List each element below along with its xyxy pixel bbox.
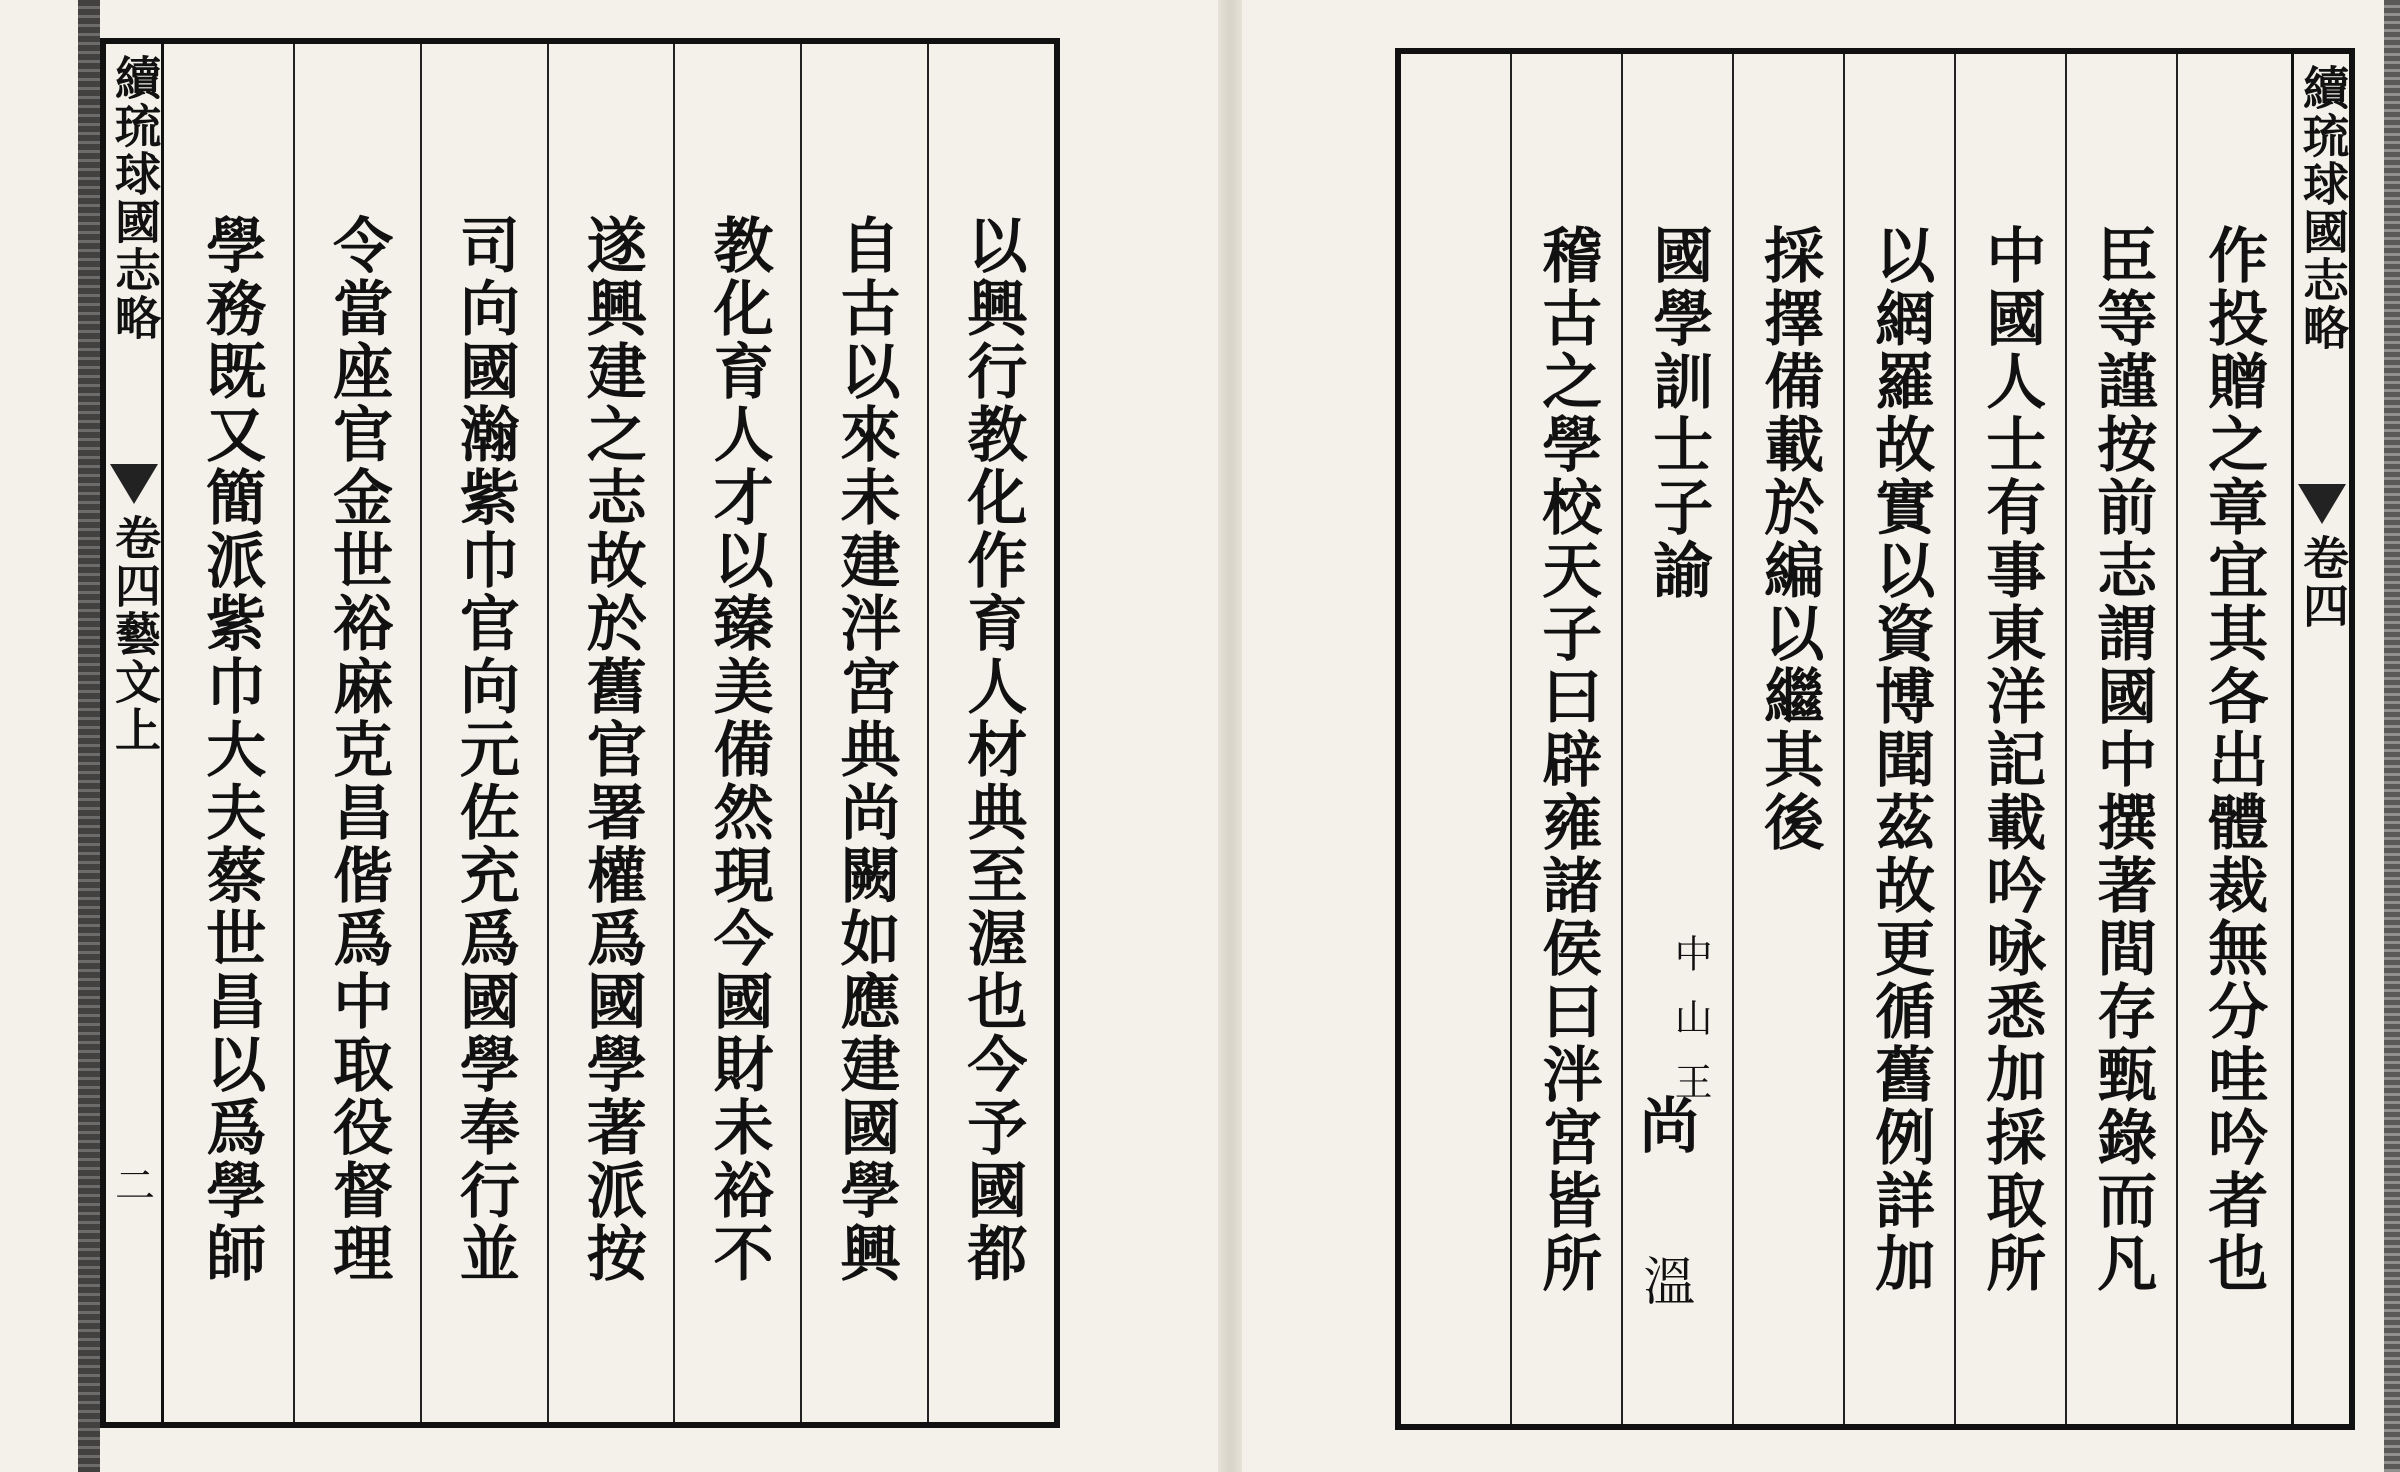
text-column: 稽古之學校天子曰辟雍諸侯曰泮宮皆所 <box>1512 54 1623 1424</box>
fish-tail-icon <box>110 464 158 504</box>
text-column: 以興行教化作育人材典至渥也今予國都 <box>957 214 1028 1285</box>
blank-column <box>1401 54 1512 1424</box>
essay-title: 國學訓士子諭 <box>1643 224 1714 602</box>
text-column: 臣等謹按前志謂國中撰著間存甄錄而凡 <box>2067 54 2178 1424</box>
author-place: 中山王 <box>1668 934 1713 1126</box>
left-block-frame <box>100 38 1060 1428</box>
left-binding-edge <box>78 0 100 1472</box>
right-text-columns <box>1401 54 2287 1424</box>
left-text-columns <box>168 44 1054 1422</box>
text-column: 學務既又簡派紫巾大夫蔡世昌以爲學師 <box>168 44 295 1422</box>
text-column: 教化育人才以臻美備然現今國財未裕不 <box>675 44 802 1422</box>
right-page-edge <box>2384 0 2400 1472</box>
text-column: 遂興建之志故於舊官署權爲國學著派按 <box>549 44 676 1422</box>
author-name: 尚 <box>1629 1094 1700 1154</box>
essay-title-column <box>1623 54 1734 1424</box>
text-column: 中國人士有事東洋記載吟咏悉加採取所 <box>1956 54 2067 1424</box>
text-column: 自古以來未建泮宮典尚闕如應建國學興 <box>802 44 929 1422</box>
fish-tail-icon <box>2298 484 2346 524</box>
text-column: 司向國瀚紫巾官向元佐充爲國學奉行並 <box>422 44 549 1422</box>
page-number: 二 <box>115 1163 155 1209</box>
right-block-frame <box>1395 48 2355 1430</box>
book-title: 續琉球國志略 <box>2296 64 2350 352</box>
text-column: 以網羅故實以資博聞茲故更循舊例詳加 <box>1845 54 1956 1424</box>
volume-section: 卷四藝文上 <box>108 514 162 754</box>
right-page-heart <box>2291 54 2349 1424</box>
left-page-heart <box>106 44 164 1422</box>
book-title: 續琉球國志略 <box>108 54 162 342</box>
volume-section: 卷四 <box>2296 534 2350 630</box>
author-name: 溫 <box>1633 1254 1694 1306</box>
text-column: 作投贈之章宜其各出體裁無分哇吟者也 <box>2198 224 2269 1295</box>
text-column: 令當座官金世裕麻克昌偕爲中取役督理 <box>295 44 422 1422</box>
text-column: 採擇備載於編以繼其後 <box>1734 54 1845 1424</box>
